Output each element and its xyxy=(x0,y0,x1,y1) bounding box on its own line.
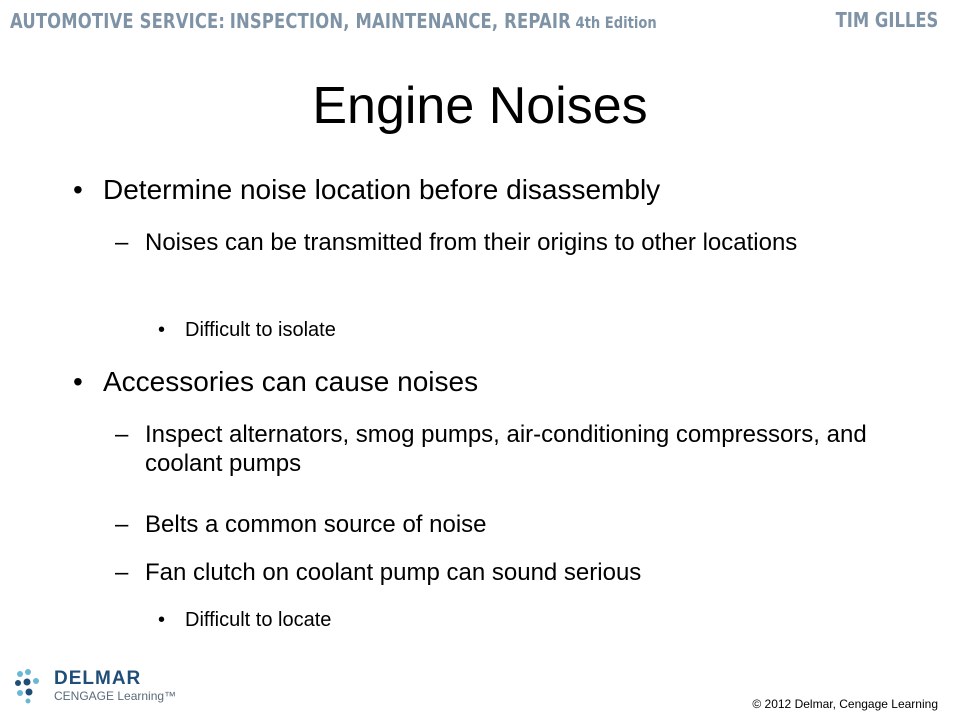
bullet-text: Noises can be transmitted from their origins to other locations xyxy=(145,229,798,256)
bullet-marker: – xyxy=(115,421,129,448)
copyright-notice: © 2012 Delmar, Cengage Learning xyxy=(752,697,938,711)
bullet-marker: – xyxy=(115,511,129,538)
author-name: TIM GILLES xyxy=(835,8,938,32)
bullet-marker: • xyxy=(158,609,166,631)
header-banner xyxy=(0,0,960,44)
bullet-text: Accessories can cause noises xyxy=(103,366,479,397)
delmar-cengage-logo xyxy=(14,668,194,704)
book-title-sub: INSPECTION, MAINTENANCE, REPAIR xyxy=(229,9,571,33)
bullet-text: Belts a common source of noise xyxy=(145,511,487,538)
bullet-text: Difficult to isolate xyxy=(185,319,336,341)
bullet-text: Difficult to locate xyxy=(185,609,332,631)
bullet-marker: – xyxy=(115,229,129,256)
bullet-text: Determine noise location before disassembly xyxy=(103,174,661,205)
bullet-marker: • xyxy=(73,174,83,205)
book-title-main: AUTOMOTIVE SERVICE: xyxy=(10,9,226,33)
bullet-marker: • xyxy=(158,319,166,341)
bullet-text: Inspect alternators, smog pumps, air-conditioning compressors, and coolant pumps xyxy=(145,421,867,477)
bullet-marker: – xyxy=(115,559,129,586)
bullet-marker: • xyxy=(73,366,83,397)
logo-sub: CENGAGE Learning™ xyxy=(54,689,177,703)
delmar-mark-icon xyxy=(14,668,48,704)
slide-title: Engine Noises xyxy=(312,77,648,135)
book-title xyxy=(10,9,657,33)
bullet-text: Fan clutch on coolant pump can sound serious xyxy=(145,559,642,586)
logo-brand: DELMAR xyxy=(54,668,142,689)
book-edition: 4th Edition xyxy=(575,13,657,32)
